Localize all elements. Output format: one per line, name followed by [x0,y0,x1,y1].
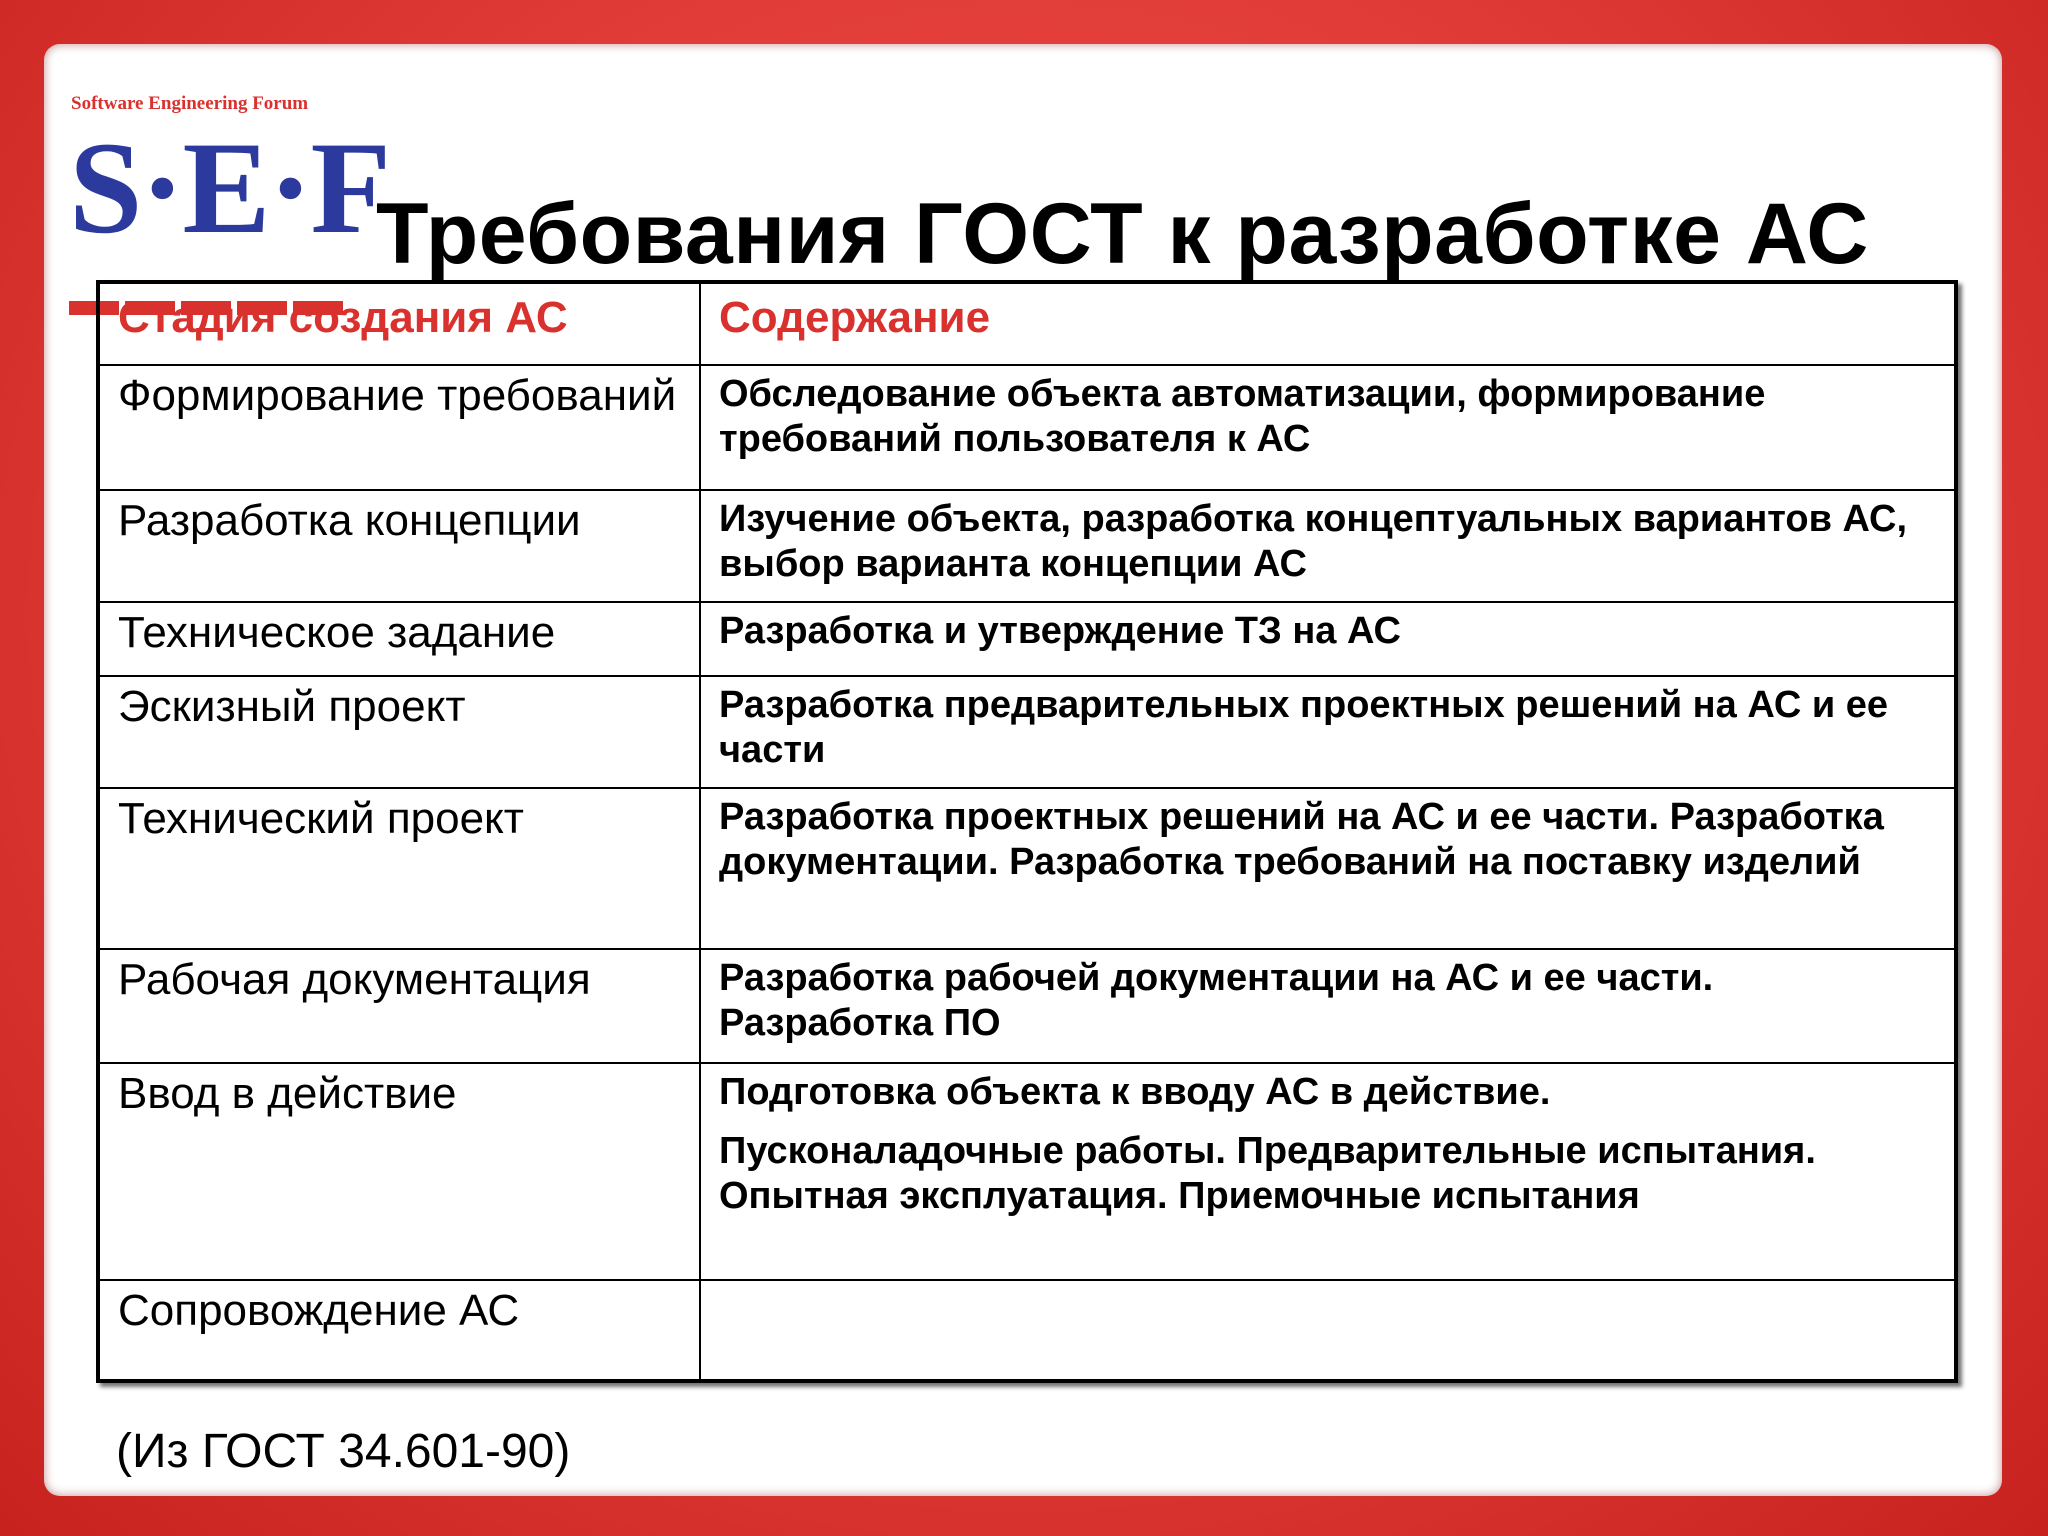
content-cell: Разработка предварительных проектных решений на АС и ее части [700,676,1956,788]
table-row [98,602,1956,676]
content-cell: Разработка и утверждение ТЗ на АС [700,602,1956,676]
stage-cell: Разработка концепции [98,490,700,602]
logo-mark: S·E·F [69,114,390,261]
content-cell: Обследование объекта автоматизации, формирование требований пользователя к АС [700,365,1956,489]
source-note: (Из ГОСТ 34.601-90) [116,1425,571,1478]
stage-cell: Рабочая документация [98,949,700,1063]
stage-cell: Эскизный проект [98,676,700,788]
stage-cell: Сопровождение АС [98,1280,700,1381]
table-row [98,788,1956,948]
stage-cell: Технический проект [98,788,700,948]
gost-stages-table [96,280,1958,1383]
content-cell [700,1280,1956,1381]
content-cell: Разработка рабочей документации на АС и ее части. Разработка ПО [700,949,1956,1063]
table-row [98,1280,1956,1381]
header-content: Содержание [700,282,1956,365]
stage-cell: Ввод в действие [98,1063,700,1280]
stage-cell: Формирование требований [98,365,700,489]
stage-cell: Техническое задание [98,602,700,676]
content-cell: Подготовка объекта к вводу АС в действие. Пусконаладочные работы. Предварительные испытания. Опытная эксплуатация. Приемочные испытания [700,1063,1956,1280]
header-stage: Стадия создания АС [98,282,700,365]
page-title: Требования ГОСТ к разработке АС [376,186,1869,282]
table-header-row [98,282,1956,365]
table-row [98,676,1956,788]
table-row [98,365,1956,489]
slide [44,44,2002,1496]
table-row [98,490,1956,602]
content-cell: Изучение объекта, разработка концептуальных вариантов АС, выбор варианта концепции АС [700,490,1956,602]
table-row [98,1063,1956,1280]
logo-tagline: Software Engineering Forum [71,93,309,114]
content-cell: Разработка проектных решений на АС и ее части. Разработка документации. Разработка требований на поставку изделий [700,788,1956,948]
table-row [98,949,1956,1063]
